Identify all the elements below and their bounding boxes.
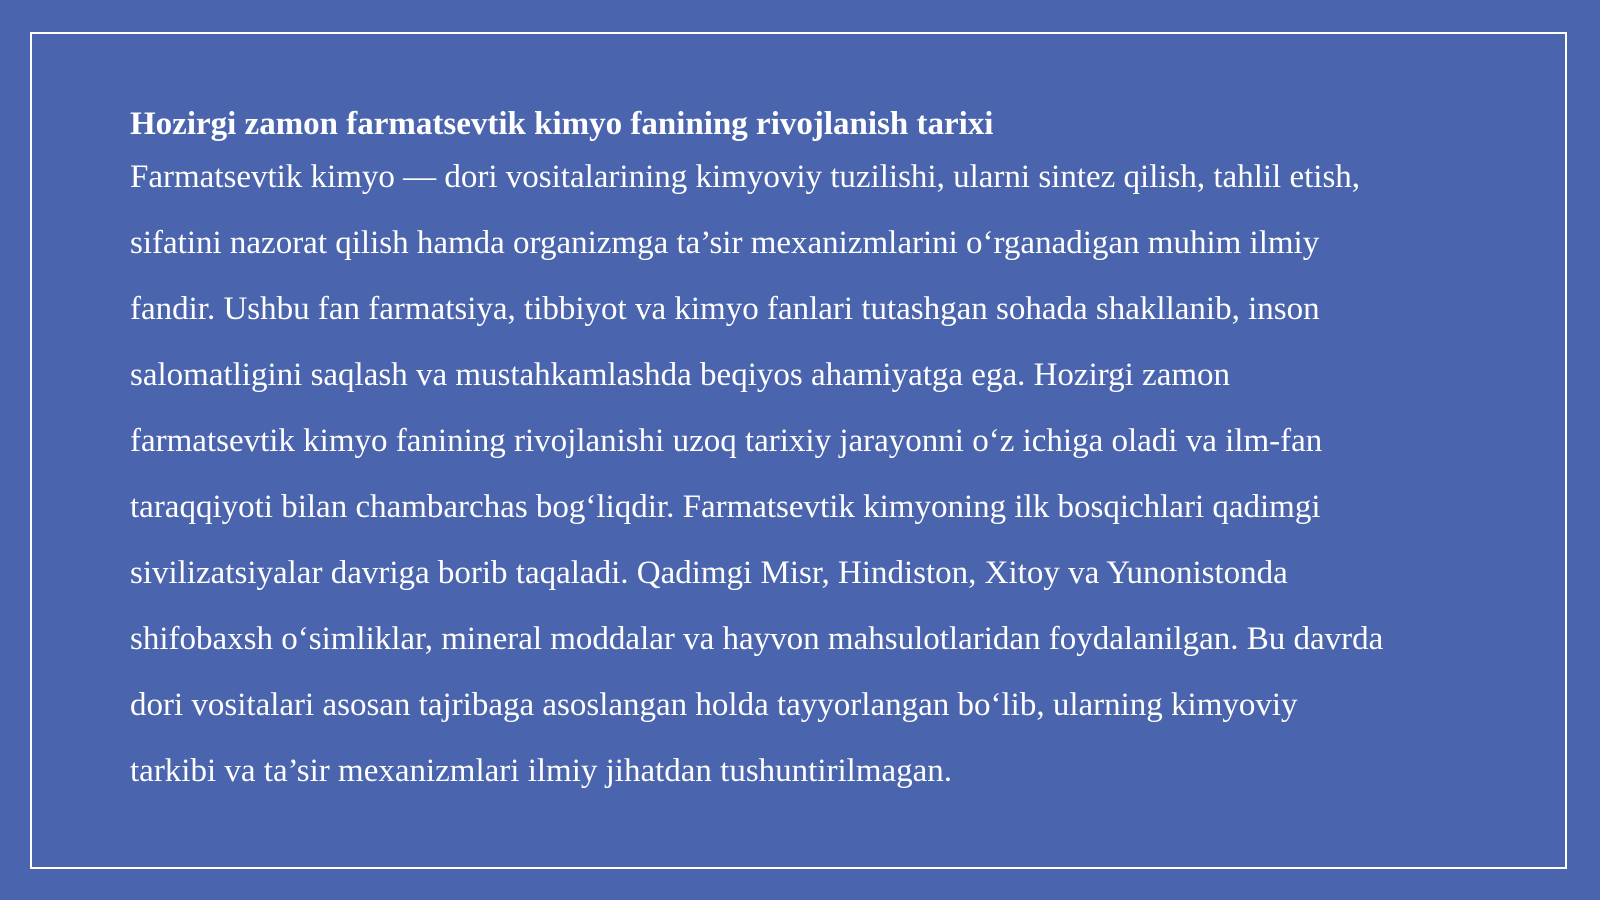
slide-body-paragraph (130, 144, 1530, 804)
paragraph-line: sivilizatsiyalar davriga borib taqaladi. Qadimgi Misr, Hindiston, Xitoy va Yunonistonda (130, 555, 1288, 591)
paragraph-line: shifobaxsh oʻsimliklar, mineral moddalar va hayvon mahsulotlaridan foydalanilgan. Bu davrda (130, 621, 1384, 657)
paragraph-line: dori vositalari asosan tajribaga asoslangan holda tayyorlangan boʻlib, ularning kimyoviy (130, 687, 1298, 723)
paragraph-line: fandir. Ushbu fan farmatsiya, tibbiyot va kimyo fanlari tutashgan sohada shakllanib, inson (130, 291, 1320, 327)
paragraph-line: Farmatsevtik kimyo — dori vositalarining kimyoviy tuzilishi, ularni sintez qilish, tahlil etish, (130, 159, 1361, 195)
paragraph-line: tarkibi va ta’sir mexanizmlari ilmiy jihatdan tushuntirilmagan. (130, 753, 953, 789)
slide-title: Hozirgi zamon farmatsevtik kimyo fanining rivojlanish tarixi (130, 106, 994, 142)
paragraph-line: farmatsevtik kimyo fanining rivojlanishi uzoq tarixiy jarayonni oʻz ichiga oladi va ilm-fan (130, 423, 1323, 459)
paragraph-line: sifatini nazorat qilish hamda organizmga ta’sir mexanizmlarini oʻrganadigan muhim ilmiy (130, 225, 1320, 261)
slide-content (130, 98, 1530, 804)
paragraph-line: taraqqiyoti bilan chambarchas bogʻliqdir. Farmatsevtik kimyoning ilk bosqichlari qadimgi (130, 489, 1321, 525)
paragraph-line: salomatligini saqlash va mustahkamlashda beqiyos ahamiyatga ega. Hozirgi zamon (130, 357, 1231, 393)
